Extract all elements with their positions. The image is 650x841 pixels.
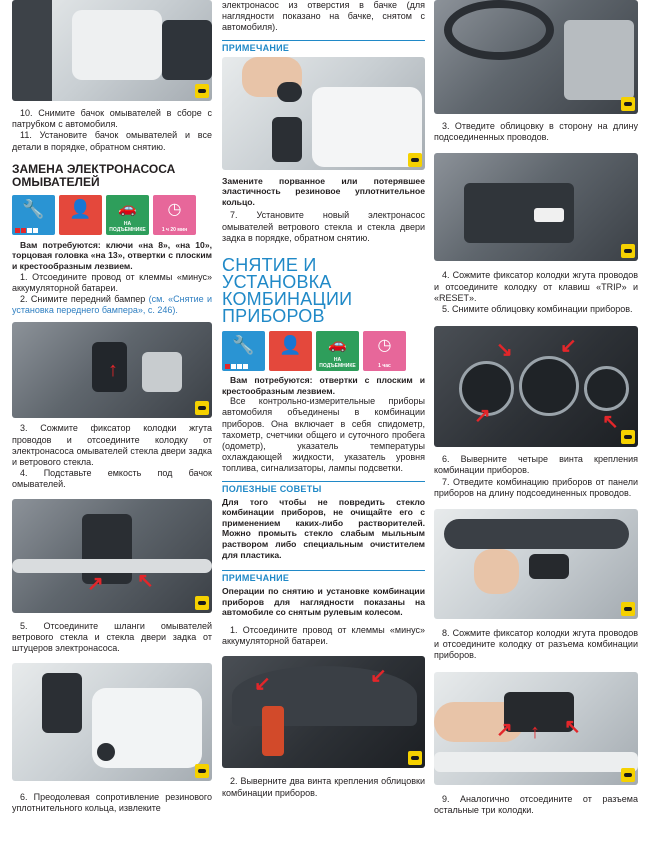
- arrow-marker: ↗: [474, 405, 491, 428]
- photo-trim-removed: [434, 0, 638, 114]
- photo-trip-reset: [434, 153, 638, 261]
- tool-badge-icon: [621, 768, 635, 782]
- tips-text: Для того чтобы не повредить стекло комбинации приборов, не очищайте его с применением каких-либо растворителей. Можно промыть стекло слабым мыльным раствором либо специальным очистителем для пластика.: [222, 496, 425, 560]
- arrow-marker: ↘: [496, 339, 513, 362]
- clock-icon: ◷ 1 ч 20 мин: [153, 195, 196, 235]
- column-3: [434, 0, 638, 816]
- photo-pump-seal: [222, 57, 425, 170]
- step-5: 5. Отсоедините шланги омывателей ветрового стекла и стекла двери задка от штуцеров электронасоса.: [12, 620, 212, 654]
- arrow-marker: ↖: [602, 411, 619, 434]
- tool-badge-icon: [621, 430, 635, 444]
- photo-pump-removed: [12, 663, 212, 781]
- arrow-marker: ↑: [530, 720, 540, 743]
- step-7: 7. Отведите комбинацию приборов от панели приборов на длину подсоединенных проводов.: [434, 476, 638, 498]
- step-5: 5. Снимите облицовку комбинации приборов.: [442, 304, 633, 315]
- column-1: [12, 0, 212, 815]
- column-2: [222, 0, 425, 799]
- arrow-marker: ↙: [254, 673, 271, 696]
- photo-cluster-screws: [222, 656, 425, 768]
- person-icon: 👤: [59, 195, 102, 235]
- step-1: 1. Отсоедините провод от клеммы «минус» аккумуляторной батареи.: [12, 271, 212, 293]
- step-2: 2. Выверните два винта крепления облицовки комбинации приборов.: [222, 776, 425, 798]
- tool-badge-icon: [408, 153, 422, 167]
- step-6: 6. Преодолевая сопротивление резинового уплотнительного кольца, извлеките: [12, 792, 212, 814]
- photo-pump-hoses: [12, 499, 212, 613]
- tool-badge-icon: [195, 764, 209, 778]
- arrow-marker: ↗: [87, 572, 104, 595]
- wrench-icon: 🔧: [222, 331, 265, 371]
- tool-badge-icon: [195, 596, 209, 610]
- section-title-pump: ЗАМЕНА ЭЛЕКТРОНАСОСА ОМЫВАТЕЛЕЙ: [12, 161, 176, 189]
- section-title-cluster: СНЯТИЕ И УСТАНОВКА КОМБИНАЦИИ ПРИБОРОВ: [222, 255, 353, 326]
- car-lift-icon: 🚗 НА ПОДЪЕМНИКЕ: [106, 195, 149, 235]
- arrow-marker: ↑: [108, 359, 118, 382]
- step-4: 4. Подставьте емкость под бачок омывателей.: [12, 468, 212, 490]
- arrow-marker: ↖: [564, 715, 581, 738]
- step-1: 1. Отсоедините провод от клеммы «минус» аккумуляторной батареи.: [222, 624, 425, 647]
- step-9: 9. Аналогично отсоедините от разъема остальные три колодки.: [434, 793, 638, 815]
- tools-needed: Вам потребуются: ключи «на 8», «на 10», торцовая головка «на 13», отвертки с плоским и крестообразным лезвием.: [12, 239, 212, 271]
- tips-label: ПОЛЕЗНЫЕ СОВЕТЫ: [222, 481, 425, 494]
- step-6-cont: электронасос из отверстия в бачке (для наглядности показано на бачке, снятом с автомобиля).: [222, 0, 425, 33]
- photo-pump-connector: [12, 322, 212, 418]
- step-3: 3. Отведите облицовку в сторону на длину подсоединенных проводов.: [434, 121, 638, 143]
- photo-cluster-connector: [434, 509, 638, 619]
- photo-other-connectors: [434, 672, 638, 785]
- step-8: 8. Сожмите фиксатор колодки жгута проводов и отсоедините колодку от разъема комбинации приборов.: [434, 628, 638, 661]
- photo-washer-tank: [12, 0, 212, 101]
- step-11: 11. Установите бачок омывателей и все детали в порядке, обратном снятию.: [12, 130, 212, 152]
- arrow-marker: ↙: [560, 335, 577, 358]
- tool-badge-icon: [195, 401, 209, 415]
- note-steering: Операции по снятию и установке комбинации приборов для наглядности показаны на автомобиле со снятым рулевым колесом.: [222, 586, 425, 618]
- wrench-icon: 🔧: [12, 195, 55, 235]
- tool-badge-icon: [621, 602, 635, 616]
- arrow-marker: ↗: [496, 718, 513, 741]
- bumper-link[interactable]: (см. «Снятие и установка переднего бампера», с. 246).: [12, 294, 213, 316]
- tool-badge-icon: [195, 84, 209, 98]
- person-icon: 👤: [269, 331, 312, 371]
- photo-cluster-face: [434, 326, 638, 447]
- clock-icon: ◷ 1 час: [363, 331, 406, 371]
- arrow-marker: ↙: [370, 665, 387, 688]
- step-4: 4. Сожмите фиксатор колодки жгута проводов и отсоедините колодку от клавиш «TRIP» и «RESET».: [434, 270, 638, 303]
- difficulty-icons: [12, 195, 212, 235]
- car-lift-icon: 🚗 НА ПОДЪЕМНИКЕ: [316, 331, 359, 371]
- tool-badge-icon: [621, 244, 635, 258]
- tool-badge-icon: [408, 751, 422, 765]
- step-6: 6. Выверните четыре винта крепления комбинации приборов.: [434, 454, 638, 476]
- difficulty-icons: [222, 331, 425, 371]
- note-label: ПРИМЕЧАНИЕ: [222, 570, 425, 583]
- step-2: 2. Снимите передний бампер (см. «Снятие и установка переднего бампера», с. 246).: [12, 294, 213, 316]
- note-seal: Замените порванное или потерявшее эластичность резиновое уплотнительное кольцо.: [222, 175, 425, 207]
- tool-badge-icon: [621, 97, 635, 111]
- step-7: 7. Установите новый электронасос омывателей ветрового стекла и стекла двери задка в порядке, обратном снятию.: [222, 210, 425, 243]
- arrow-marker: ↖: [137, 569, 154, 592]
- note-label: ПРИМЕЧАНИЕ: [222, 40, 425, 53]
- step-10: 10. Снимите бачок омывателей в сборе с патрубком с автомобиля.: [12, 108, 212, 130]
- tools-needed: Вам потребуются: отвертки с плоским и крестообразным лезвием.: [222, 375, 425, 396]
- cluster-description: Все контрольно-измерительные приборы автомобиля объединены в комбинации приборов. Она включает в себя спидометр, тахометр, счетчики общего и суточного пробега (одометр), указатель температуры охлаждающей жидкости, указатель уровня топлива, сигнализаторы, лампы подсветки.: [222, 396, 425, 474]
- step-3: 3. Сожмите фиксатор колодки жгута проводов и отсоедините колодку от электронасоса омывателей стекла двери задка и ветрового стекла.: [12, 423, 212, 468]
